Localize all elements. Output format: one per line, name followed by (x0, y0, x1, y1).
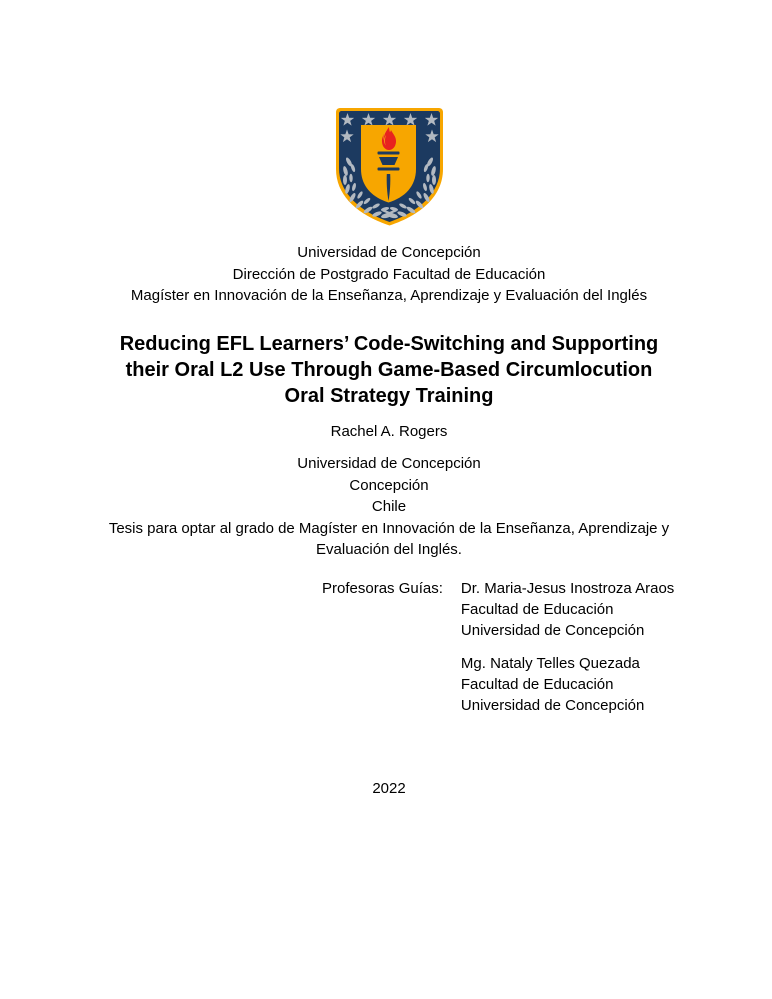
institution-department: Dirección de Postgrado Facultad de Educación (232, 265, 546, 283)
thesis-title-line-3: Oral Strategy Training (284, 385, 494, 407)
affiliation-university: Universidad de Concepción (297, 455, 481, 472)
advisor-faculty: Facultad de Educación (460, 601, 614, 618)
thesis-statement-line-1: Tesis para optar al grado de Magíster en Innovación de la Enseñanza, Aprendizaje y (108, 519, 670, 537)
thesis-title-line-2: their Oral L2 Use Through Game-Based Circumlocution (125, 359, 653, 381)
advisors-section (322, 578, 674, 716)
advisors-list (461, 578, 674, 716)
affiliation-country: Chile (371, 498, 407, 515)
affiliation-block (6, 453, 772, 561)
thesis-title-line-1: Reducing EFL Learners’ Code-Switching and Supporting (119, 333, 659, 355)
advisor-university: Universidad de Concepción (460, 622, 645, 639)
advisor-entry (461, 578, 674, 641)
advisor-faculty: Facultad de Educación (460, 676, 614, 693)
advisor-entry (461, 653, 674, 716)
thesis-statement-line-2: Evaluación del Inglés. (316, 541, 462, 558)
thesis-title (6, 331, 772, 409)
institution-name: Universidad de Concepción (297, 244, 481, 261)
institution-header (6, 242, 772, 307)
advisor-university: Universidad de Concepción (460, 697, 645, 714)
advisor-name: Dr. Maria-Jesus Inostroza Araos (460, 580, 675, 597)
advisor-name: Mg. Nataly Telles Quezada (460, 655, 640, 672)
institution-program: Magíster en Innovación de la Enseñanza, Aprendizaje y Evaluación del Inglés (130, 287, 648, 304)
affiliation-city: Concepción (349, 476, 429, 494)
author-name: Rachel A. Rogers (330, 423, 448, 440)
universidad-de-concepcion-crest-icon (333, 106, 446, 228)
advisors-label: Profesoras Guías: (322, 580, 443, 597)
publication-year: 2022 (372, 780, 406, 797)
